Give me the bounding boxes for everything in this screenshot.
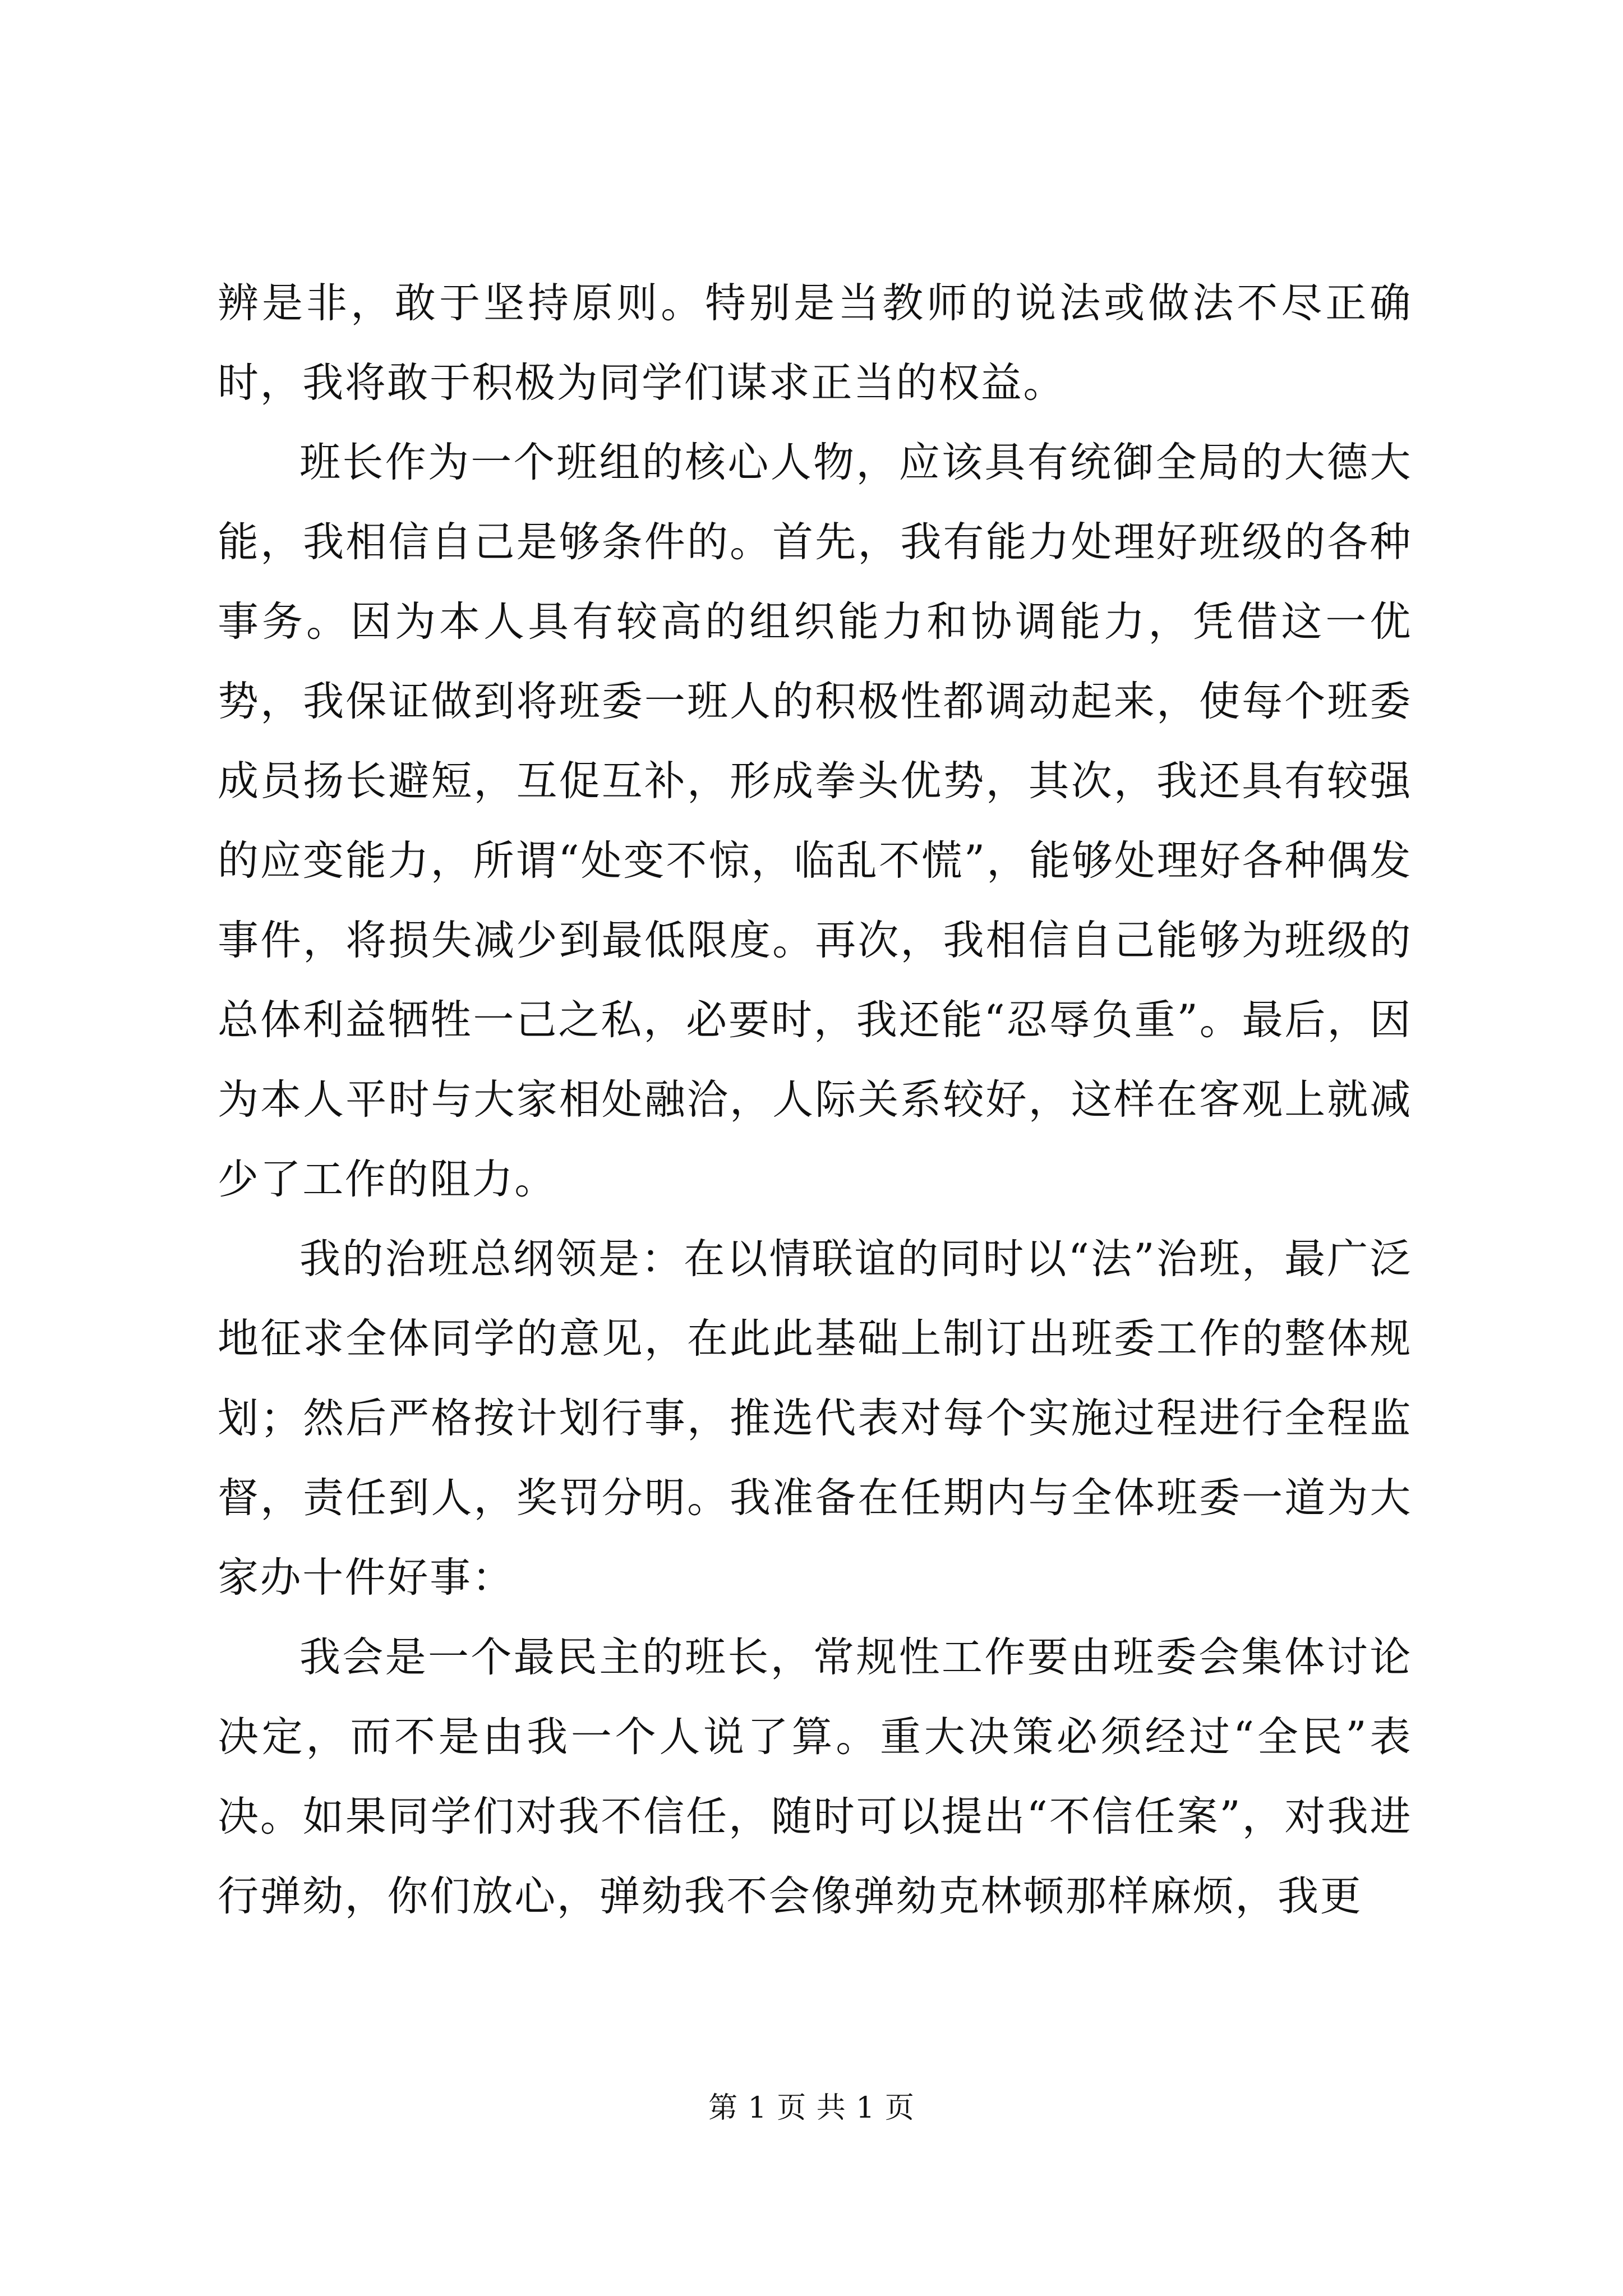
paragraph-3: 我的治班总纲领是：在以情联谊的同时以“法”治班，最广泛地征求全体同学的意见，在此此基础上制订出班委工作的整体规划；然后严格按计划行事，推选代表对每个实施过程进行全程监督，责任到人，奖罚分明。我准备在任期内与全体班委一道为大家办十件好事： [218,1235,1412,1602]
document-body [218,264,1412,1936]
paragraph-2: 班长作为一个班组的核心人物，应该具有统御全局的大德大能，我相信自己是够条件的。首先，我有能力处理好班级的各种事务。因为本人具有较高的组织能力和协调能力，凭借这一优势，我保证做到将班委一班人的积极性都调动起来，使每个班委成员扬长避短，互促互补，形成拳头优势，其次，我还具有较强的应变能力，所谓“处变不惊，临乱不慌”，能够处理好各种偶发事件，将损失减少到最低限度。再次，我相信自己能够为班级的总体利益牺牲一己之私，必要时，我还能“忍辱负重”。最后，因为本人平时与大家相处融洽，人际关系较好，这样在客观上就减少了工作的阻力。 [218,439,1412,1203]
page-footer: 第 1 页 共 1 页 [708,2091,915,2125]
paragraph-1: 辨是非，敢于坚持原则。特别是当教师的说法或做法不尽正确时，我将敢于积极为同学们谋求正当的权益。 [218,279,1412,407]
paragraph-4: 我会是一个最民主的班长，常规性工作要由班委会集体讨论决定，而不是由我一个人说了算。重大决策必须经过“全民”表决。如果同学们对我不信任，随时可以提出“不信任案”，对我进行弹劾，你们放心，弹劾我不会像弹劾克林顿那样麻烦，我更 [218,1634,1412,1920]
